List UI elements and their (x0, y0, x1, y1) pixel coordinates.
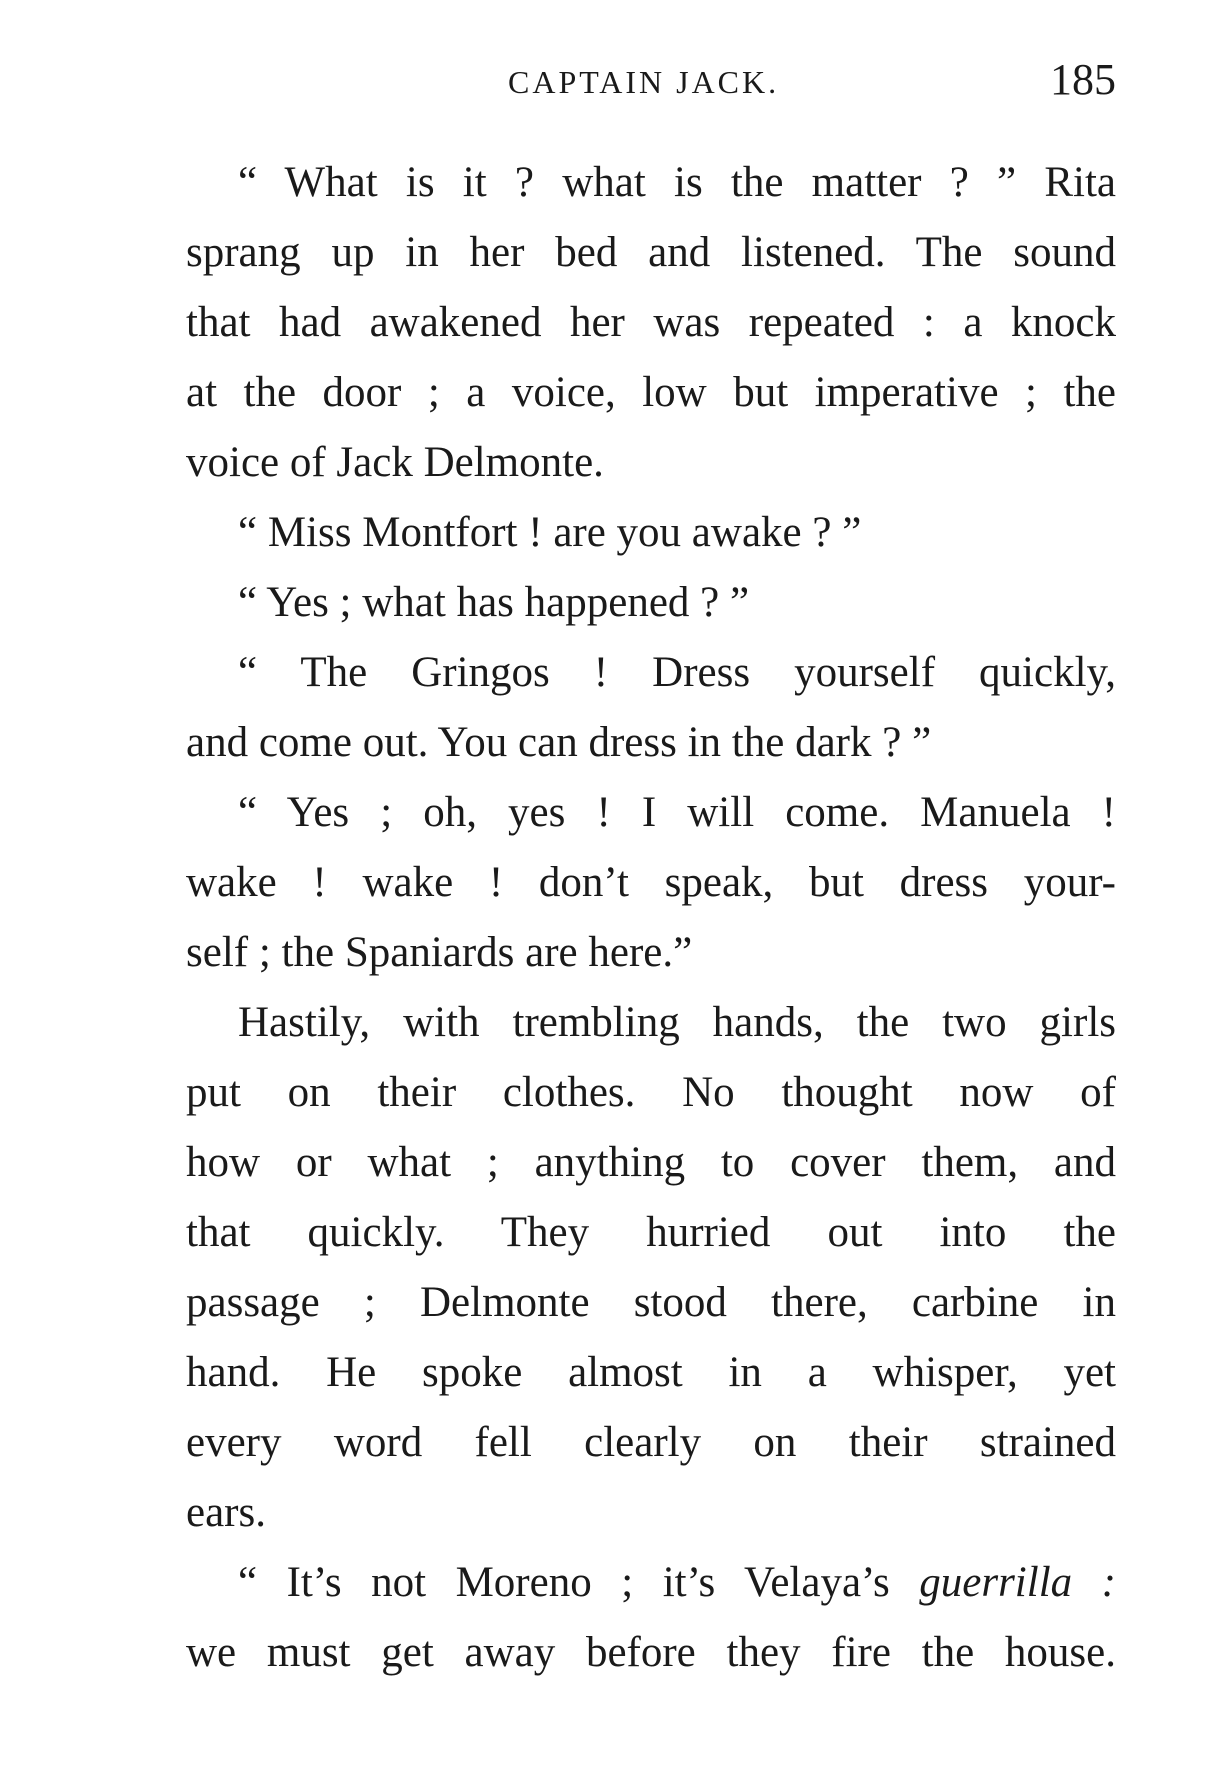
text-line: how or what ; anything to cover them, and (186, 1139, 1116, 1186)
text-line: at the door ; a voice, low but imperative ; the (186, 369, 1116, 416)
page-number: 185 (1050, 55, 1116, 104)
text-line: Hastily, with trembling hands, the two girls (238, 999, 1116, 1046)
text-line: put on their clothes. No thought now of (186, 1069, 1116, 1116)
text-line: voice of Jack Delmonte. (186, 439, 604, 486)
text-line: passage ; Delmonte stood there, carbine in (186, 1279, 1116, 1326)
running-title: CAPTAIN JACK. (508, 64, 780, 100)
text-line-mixed (186, 1548, 1116, 1618)
text-line: “ The Gringos ! Dress yourself quickly, (238, 649, 1116, 696)
text-line: “ Yes ; what has happened ? ” (238, 579, 750, 626)
text-line: we must get away before they fire the house. (186, 1629, 1116, 1676)
text-line: and come out. You can dress in the dark ? ” (186, 719, 932, 766)
text-line: ears. (186, 1489, 266, 1536)
body-text (186, 148, 1116, 1688)
text-line: wake ! wake ! don’t speak, but dress your- (186, 859, 1116, 906)
text-line: that had awakened her was repeated : a knock (186, 299, 1116, 346)
text-line: “ What is it ? what is the matter ? ” Rita (238, 159, 1116, 206)
text-line: “ Miss Montfort ! are you awake ? ” (238, 509, 862, 556)
text-line: every word fell clearly on their strained (186, 1419, 1116, 1466)
text-line: hand. He spoke almost in a whisper, yet (186, 1349, 1116, 1396)
text-line: sprang up in her bed and listened. The sound (186, 229, 1116, 276)
italic-word: guerrilla : (919, 1559, 1116, 1606)
running-head (186, 52, 1116, 112)
text-segment: “ It’s not Moreno ; it’s Velaya’s (238, 1559, 920, 1606)
text-line: that quickly. They hurried out into the (186, 1209, 1116, 1256)
text-line: self ; the Spaniards are here.” (186, 929, 693, 976)
text-line: “ Yes ; oh, yes ! I will come. Manuela ! (238, 789, 1116, 836)
